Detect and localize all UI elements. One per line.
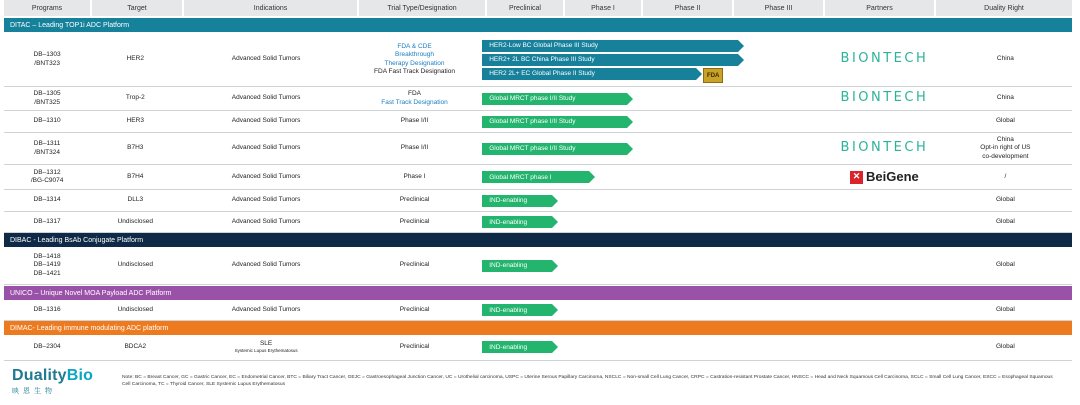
program-name: DB–1305 [33, 90, 61, 98]
trial-cell: Preclinical [399, 305, 430, 313]
indication-cell: Advanced Solid Tumors [231, 94, 301, 102]
target-cell: Trop-2 [125, 94, 145, 102]
program-cell: DB–1310 [33, 117, 61, 125]
phase-progress [477, 212, 830, 232]
partner-cell [830, 247, 939, 284]
table-row-db1316 [4, 300, 1072, 321]
duality-right-cell: China [996, 55, 1014, 63]
duality-right-cell: China [996, 94, 1014, 102]
trial-cell: Preclinical [399, 217, 430, 225]
target-cell: BDCA2 [124, 342, 147, 350]
phase-bar: HER2+ 2L BC China Phase III Study [482, 54, 738, 66]
partner-cell [830, 335, 939, 359]
program-name: DB–1418 [33, 253, 61, 261]
program-partner-code: /BG-C9074 [30, 177, 64, 184]
target-cell: DLL3 [127, 196, 144, 204]
indication-cell: Advanced Solid Tumors [231, 305, 301, 313]
phase-bar: IND-enabling [482, 260, 552, 272]
table-row-db1311 [4, 133, 1072, 165]
program-cell [4, 247, 90, 284]
header-preclinical: Preclinical [487, 0, 565, 16]
phase-bar: IND-enabling [482, 195, 552, 207]
designation-line: FDA & CDE [397, 43, 432, 51]
program-cell: DB–1316 [33, 305, 61, 313]
target-cell: Undisclosed [117, 261, 153, 269]
partner-cell [830, 165, 939, 189]
header-trial-type: Trial Type/Designation [359, 0, 487, 16]
header-phase-3: Phase III [734, 0, 825, 16]
header-indications: Indications [184, 0, 359, 16]
footer-divider [4, 360, 1072, 361]
phase-progress [477, 111, 830, 132]
platform-banner-ditac: DITAC – Leading TOP1i ADC Platform [4, 18, 1072, 32]
phase-bar: Global MRCT phase I/II Study [482, 116, 627, 128]
program-name: DB–1419 [33, 261, 61, 269]
program-partner-code: /BNT324 [34, 148, 60, 156]
trial-cell: Phase I [403, 172, 426, 180]
header-partners: Partners [825, 0, 936, 16]
table-row-db1312 [4, 165, 1072, 190]
header-programs: Programs [4, 0, 92, 16]
program-cell [4, 133, 90, 164]
trial-cell [352, 33, 477, 86]
indication-subtitle: Systemic Lupus Erythematosus [234, 348, 298, 354]
phase-bar: IND-enabling [482, 304, 552, 316]
trial-cell: Preclinical [399, 261, 430, 269]
beigene-mark-icon: ✕ [850, 171, 863, 184]
phase-bar: HER2 2L+ EC Global Phase II Study [482, 68, 696, 80]
partner-cell [830, 212, 939, 232]
platform-banner-dimac: DIMAC- Leading immune modulating ADC platform [4, 321, 1072, 335]
indication-cell: Advanced Solid Tumors [231, 117, 301, 125]
indication-cell [180, 335, 351, 359]
duality-right-cell: Global [995, 196, 1015, 204]
trial-cell: Preclinical [399, 196, 430, 204]
program-cell [4, 33, 90, 86]
target-cell: HER2 [126, 55, 144, 63]
header-target: Target [92, 0, 184, 16]
partner-cell [830, 133, 939, 164]
header-duality-right: Duality Right [936, 0, 1072, 16]
duality-right-cell: Global [995, 305, 1015, 313]
biontech-logo: BIONTECH [840, 90, 929, 106]
program-name: DB–1421 [33, 269, 61, 277]
partner-cell [830, 87, 939, 110]
trial-cell [352, 87, 477, 110]
table-row-db1305 [4, 87, 1072, 111]
phase-progress [477, 335, 830, 359]
platform-banner-dibac: DIBAC - Leading BsAb Conjugate Platform [4, 233, 1072, 247]
indication-cell: Advanced Solid Tumors [231, 172, 301, 180]
phase-bar: Global MRCT phase I/II Study [482, 93, 627, 105]
logo-chinese-name: 映恩生物 [12, 388, 56, 395]
fda-badge: FDA [703, 68, 723, 83]
phase-bar: IND-enabling [482, 341, 552, 353]
phase-progress [477, 190, 830, 211]
phase-progress [477, 87, 830, 110]
table-row-db2304 [4, 335, 1072, 359]
target-cell: B7H3 [127, 144, 144, 152]
right-line: co-development [982, 152, 1029, 160]
biontech-logo: BIONTECH [840, 51, 929, 67]
table-row-db1314 [4, 190, 1072, 212]
program-name: DB–1312 [33, 168, 61, 176]
phase-progress [477, 165, 830, 189]
target-cell: B7H4 [127, 172, 144, 180]
designation-line: FDA [408, 90, 422, 98]
beigene-wordmark: BeiGene [866, 168, 919, 184]
phase-bar: Global MRCT phase I/II Study [482, 143, 627, 155]
designation-line: Breakthrough [395, 51, 435, 59]
table-row-db1418 [4, 247, 1072, 285]
duality-right-cell: / [1004, 172, 1007, 180]
beigene-logo [850, 169, 919, 185]
phase-progress [477, 300, 830, 320]
duality-right-cell: Global [995, 217, 1015, 225]
header-phase-1: Phase I [565, 0, 643, 16]
designation-line: Therapy Designation [384, 59, 445, 67]
indication-cell: Advanced Solid Tumors [231, 217, 301, 225]
header-phase-2: Phase II [643, 0, 734, 16]
logo-wordmark [12, 367, 93, 385]
indication-cell: Advanced Solid Tumors [231, 261, 301, 269]
indication-cell: Advanced Solid Tumors [231, 196, 301, 204]
duality-right-cell: Global [995, 342, 1015, 350]
phase-bar: IND-enabling [482, 216, 552, 228]
program-name: DB–1311 [33, 140, 61, 148]
partner-cell [830, 33, 939, 86]
trial-cell: Preclinical [399, 342, 430, 350]
duality-right-cell: Global [995, 117, 1015, 125]
partner-cell [830, 111, 939, 132]
table-row-db1317 [4, 212, 1072, 233]
company-logo [12, 367, 93, 396]
duality-right-cell [939, 133, 1072, 164]
indication-cell: Advanced Solid Tumors [231, 144, 301, 152]
logo-name-bio: Bio [66, 367, 94, 384]
program-partner-code: /BNT325 [34, 98, 60, 106]
trial-cell: Phase I/II [400, 117, 429, 125]
indication-name: SLE [259, 340, 273, 348]
logo-name-duality: Duality [12, 367, 67, 384]
program-cell: DB–1314 [33, 196, 61, 204]
phase-bar: HER2-Low BC Global Phase III Study [482, 40, 738, 52]
partner-cell [830, 190, 939, 211]
indication-cell: Advanced Solid Tumors [231, 55, 301, 63]
designation-line: Fast Track Designation [381, 98, 448, 106]
designation-line: FDA Fast Track Designation [374, 67, 455, 75]
biontech-logo: BIONTECH [840, 140, 929, 156]
program-cell: DB–2304 [33, 342, 61, 350]
target-cell: Undisclosed [117, 305, 153, 313]
program-cell: DB–1317 [33, 217, 61, 225]
right-line: Opt-in right of US [980, 144, 1031, 152]
platform-banner-unico: UNICO – Unique Novel MOA Payload ADC Platform [4, 286, 1072, 300]
phase-progress [477, 247, 830, 284]
phase-bar: Global MRCT phase I [482, 171, 589, 183]
phase-progress [477, 33, 830, 86]
trial-cell: Phase I/II [400, 144, 429, 152]
program-name: DB–1303 [33, 51, 61, 59]
table-row-db1310 [4, 111, 1072, 133]
duality-right-cell: Global [995, 261, 1015, 269]
table-header [4, 0, 1072, 16]
target-cell: HER3 [126, 117, 144, 125]
right-line: China [996, 136, 1014, 144]
phase-progress [477, 133, 830, 164]
target-cell: Undisclosed [117, 217, 153, 225]
program-cell [4, 87, 90, 110]
partner-cell [830, 300, 939, 320]
program-partner-code: /BNT323 [34, 59, 60, 67]
abbreviation-note: Note: BC = Breast Cancer, GC = Gastric Cancer, EC = Endometrial Cancer, BTC = Biliary Tract Cancer, GEJC = Gastroesophageal Junction Cancer, UC = Urothelial carcinoma, USPC = Uterine Serous Papillary Carcinoma, NSCLC = Non-small Cell Lung Cancer, CRPC = Castration-resistant Prostate Cancer, HNSCC = Head and Neck Squamous Cell Carcinoma, SCLC = Small Cell Lung Cancer, ESCC = Esophageal Squamous Cell Carcinoma, TC = Thyroid Cancer, SLE Systemic Lupus Erythematosus [122, 375, 1053, 388]
program-cell [4, 165, 90, 189]
table-row-db1303 [4, 33, 1072, 87]
